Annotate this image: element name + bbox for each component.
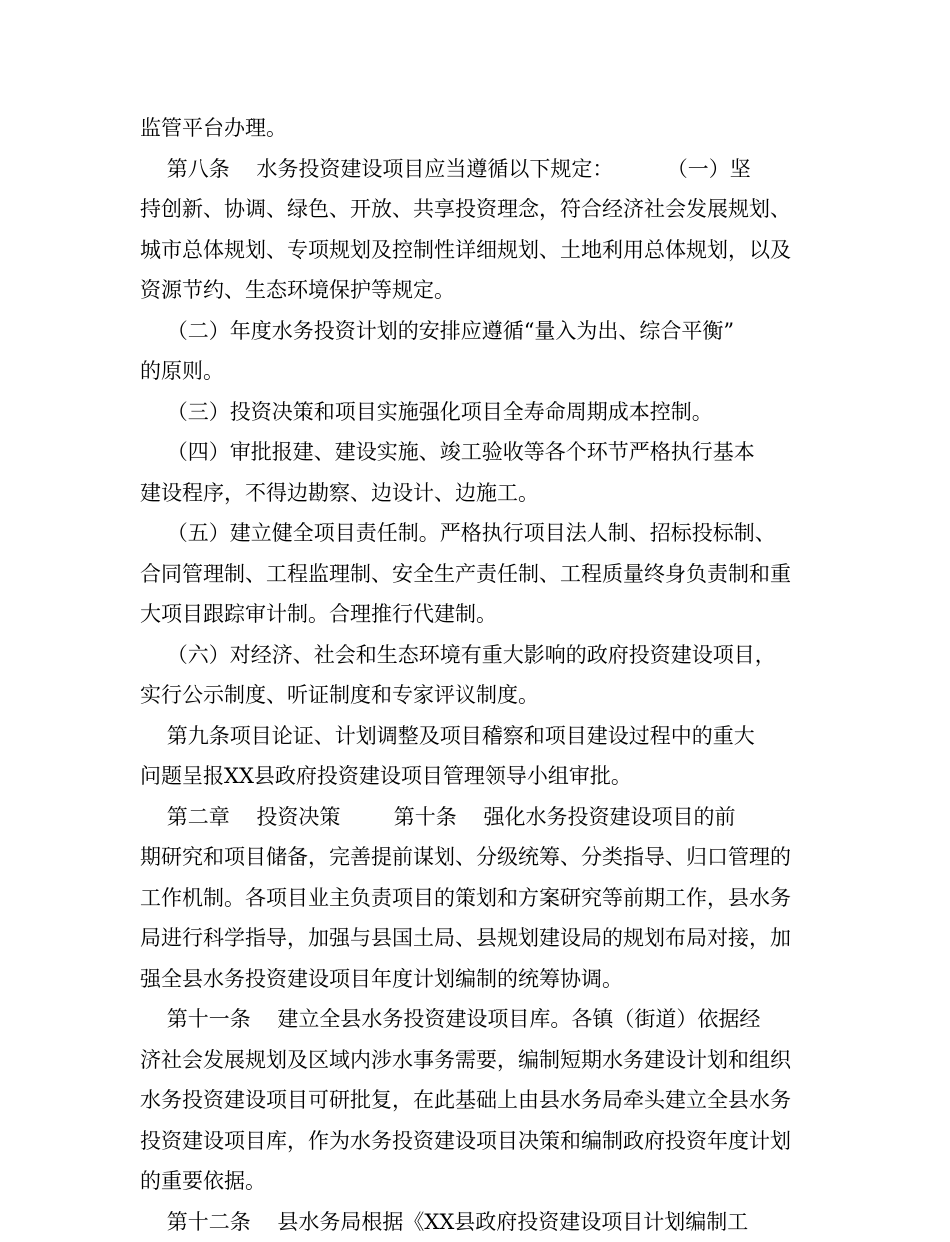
text-line: 城市总体规划、专项规划及控制性详细规划、土地利用总体规划，以及 bbox=[140, 230, 830, 271]
text-line: 投资建设项目库，作为水务投资建设项目决策和编制政府投资年度计划 bbox=[140, 1121, 830, 1162]
text-line: 的重要依据。 bbox=[140, 1161, 830, 1202]
document-body bbox=[140, 108, 830, 1242]
text-line: （四）审批报建、建设实施、竣工验收等各个环节严格执行基本 bbox=[140, 432, 830, 473]
text-line: 大项目跟踪审计制。合理推行代建制。 bbox=[140, 594, 830, 635]
text-line: 局进行科学指导，加强与县国土局、县规划建设局的规划布局对接，加 bbox=[140, 918, 830, 959]
text-line: （二）年度水务投资计划的安排应遵循“量入为出、综合平衡” bbox=[140, 311, 830, 352]
text-line: 监管平台办理。 bbox=[140, 108, 830, 149]
text-line: 持创新、协调、绿色、开放、共享投资理念，符合经济社会发展规划、 bbox=[140, 189, 830, 230]
text-line: 合同管理制、工程监理制、安全生产责任制、工程质量终身负责制和重 bbox=[140, 554, 830, 595]
text-line: （六）对经济、社会和生态环境有重大影响的政府投资建设项目， bbox=[140, 635, 830, 676]
text-line: （三）投资决策和项目实施强化项目全寿命周期成本控制。 bbox=[140, 392, 830, 433]
text-line: 问题呈报XX县政府投资建设项目管理领导小组审批。 bbox=[140, 756, 830, 797]
text-line: 第十二条 县水务局根据《XX县政府投资建设项目计划编制工 bbox=[140, 1202, 830, 1242]
text-line: 第二章 投资决策 第十条 强化水务投资建设项目的前 bbox=[140, 797, 830, 838]
text-line: （五）建立健全项目责任制。严格执行项目法人制、招标投标制、 bbox=[140, 513, 830, 554]
text-line: 第九条项目论证、计划调整及项目稽察和项目建设过程中的重大 bbox=[140, 716, 830, 757]
text-line: 强全县水务投资建设项目年度计划编制的统筹协调。 bbox=[140, 959, 830, 1000]
text-line: 水务投资建设项目可研批复，在此基础上由县水务局牵头建立全县水务 bbox=[140, 1080, 830, 1121]
text-line: 期研究和项目储备，完善提前谋划、分级统筹、分类指导、归口管理的 bbox=[140, 837, 830, 878]
text-line: 第十一条 建立全县水务投资建设项目库。各镇（街道）依据经 bbox=[140, 999, 830, 1040]
text-line: 的原则。 bbox=[140, 351, 830, 392]
text-line: 济社会发展规划及区域内涉水事务需要，编制短期水务建设计划和组织 bbox=[140, 1040, 830, 1081]
text-line: 资源节约、生态环境保护等规定。 bbox=[140, 270, 830, 311]
text-line: 第八条 水务投资建设项目应当遵循以下规定： （一）坚 bbox=[140, 149, 830, 190]
text-line: 工作机制。各项目业主负责项目的策划和方案研究等前期工作，县水务 bbox=[140, 878, 830, 919]
text-line: 建设程序，不得边勘察、边设计、边施工。 bbox=[140, 473, 830, 514]
text-line: 实行公示制度、听证制度和专家评议制度。 bbox=[140, 675, 830, 716]
